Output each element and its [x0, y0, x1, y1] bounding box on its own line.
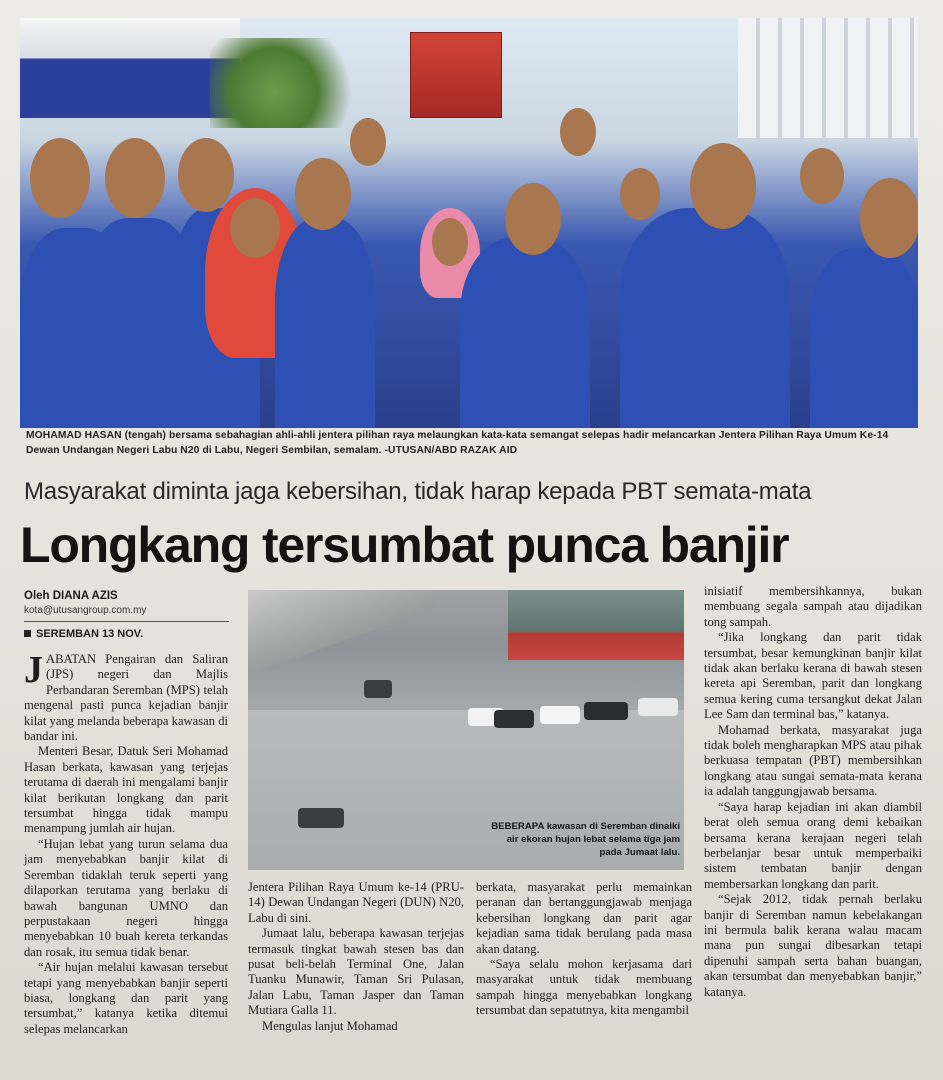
article-headline: Longkang tersumbat punca banjir	[20, 517, 789, 573]
dateline	[24, 628, 143, 640]
paragraph: berkata, masyarakat perlu memainkan peranan dan bertanggungjawab menjaga kebersihan longkang dan parit agar kejadian sama tidak berulang pada masa akan datang.	[476, 880, 692, 956]
article-column-3	[476, 880, 692, 1019]
paragraph: “Sejak 2012, tidak pernah berlaku banjir di Seremban namun kebelakangan ini bermula balik kerana walau macam mana pun sungai dibesarkan tetapi dipenuhi sampah serta bahan buangan, akan tersumbat dan menyebabkan banjir,” katanya.	[704, 892, 922, 999]
divider	[24, 621, 229, 622]
paragraph: “Jika longkang dan parit tidak tersumbat, besar kemungkinan banjir kilat tidak akan berlaku kerana di bawah stesen kereta api Seremban, parit dan longkang semua kering cuma tersangkut dekat Jalan Lee Sam dan terminal bas,” katanya.	[704, 630, 922, 722]
paragraph: Menteri Besar, Datuk Seri Mohamad Hasan berkata, kawasan yang terjejas terutama di daerah ini mengalami banjir kilat berikutan longkang dan parit tersumbat hingga tidak mampu menampung jumlah air hujan.	[24, 744, 228, 836]
square-bullet-icon	[24, 630, 31, 637]
paragraph: “Hujan lebat yang turun selama dua jam menyebabkan banjir kilat di Seremban tidaklah teruk seperti yang dilaporkan terutama yang berlaku di bawah bangunan UMNO dan perpustakaan negeri hingga menyebabkan 10 buah kereta terkandas dan rosak, itu semua tidak benar.	[24, 836, 228, 959]
article-column-2	[248, 880, 464, 1034]
author-email[interactable]: kota@utusangroup.com.my	[24, 605, 147, 616]
caption-subject: MOHAMAD HASAN (tengah)	[26, 430, 167, 441]
paragraph: “Air hujan melalui kawasan tersebut tetapi yang menyebabkan banjir seperti biasa, longkang dan parit yang tersumbat,” katanya ketika ditemui selepas melancarkan	[24, 960, 228, 1036]
highrise-building	[248, 590, 438, 690]
caption-text: bersama sebahagian ahli-ahli jentera pilihan raya melaungkan kata-kata semangat selepas hadir melancarkan Jentera Pilihan Raya Umum Ke-14 Dewan Undangan Negeri Labu N20 di Labu, Negeri Sembilan, semalam.	[26, 430, 889, 456]
paragraph: Mohamad berkata, masyarakat juga tidak boleh mengharapkan MPS atau pihak berkuasa tempatan (PBT) membersihkan longkang atau sungai semata-mata kerana ia adalah tanggungjawab bersama.	[704, 722, 922, 799]
article-column-4	[704, 584, 922, 1000]
paragraph: JABATAN Pengairan dan Saliran (JPS) negeri dan Majlis Perbandaran Seremban (MPS) telah mengenal pasti punca kejadian banjir kilat yang melanda beberapa kawasan di bandar ini.	[24, 649, 228, 744]
paragraph: “Saya harap kejadian ini akan diambil berat oleh semua orang demi kebaikan bersama kerana kerajaan negeri telah berbelanjar besar untuk memperbaiki sistem tembatan banjir dengan membersarkan longkang dan parit.	[704, 799, 922, 891]
caption-credit: -UTUSAN/ABD RAZAK AID	[381, 445, 518, 456]
dateline-text: SEREMBAN 13 NOV.	[36, 628, 144, 640]
photo-caption	[26, 428, 912, 458]
flood-caption-text: kawasan di Seremban dinaiki air ekoran hujan lebat selama tiga jam pada Jumaat lalu.	[506, 821, 680, 858]
paragraph: Mengulas lanjut Mohamad	[262, 1018, 398, 1033]
flood-caption-lead: BEBERAPA	[491, 821, 545, 832]
flood-photo-caption	[490, 820, 680, 859]
shop-building	[508, 590, 684, 660]
byline: Oleh DIANA AZIS	[24, 590, 118, 602]
paragraph: Jumaat lalu, beberapa kawasan terjejas termasuk tingkat bawah stesen bas dan pusat beli-belah Terminal One, Jalan Tuanku Munawir, Taman Sri Pulasan, Jalan Labu, Taman Jasper dan Taman Mutiara Galla 11.	[248, 926, 464, 1018]
article-kicker: Masyarakat diminta jaga kebersihan, tidak harap kepada PBT semata-mata	[24, 478, 812, 505]
drop-cap: J	[24, 649, 43, 691]
building-background	[738, 18, 918, 138]
paragraph: inisiatif membersihkannya, bukan membuang segala sampah atau dijadikan tong sampah.	[704, 584, 922, 629]
campaign-poster	[410, 32, 502, 118]
paragraph: Jentera Pilihan Raya Umum ke-14 (PRU-14) Dewan Undangan Negeri (DUN) N20, Labu di sini.	[248, 880, 464, 925]
canopy-tent	[20, 18, 240, 118]
rally-photo	[20, 18, 918, 428]
trees	[210, 38, 370, 128]
article-column-1	[24, 649, 228, 1037]
paragraph: “Saya selalu mohon kerjasama dari masyarakat untuk tidak membuang sampah hingga menyebabkan longkang tersumbat dan sepatutnya, kita mengambil	[476, 957, 692, 1018]
